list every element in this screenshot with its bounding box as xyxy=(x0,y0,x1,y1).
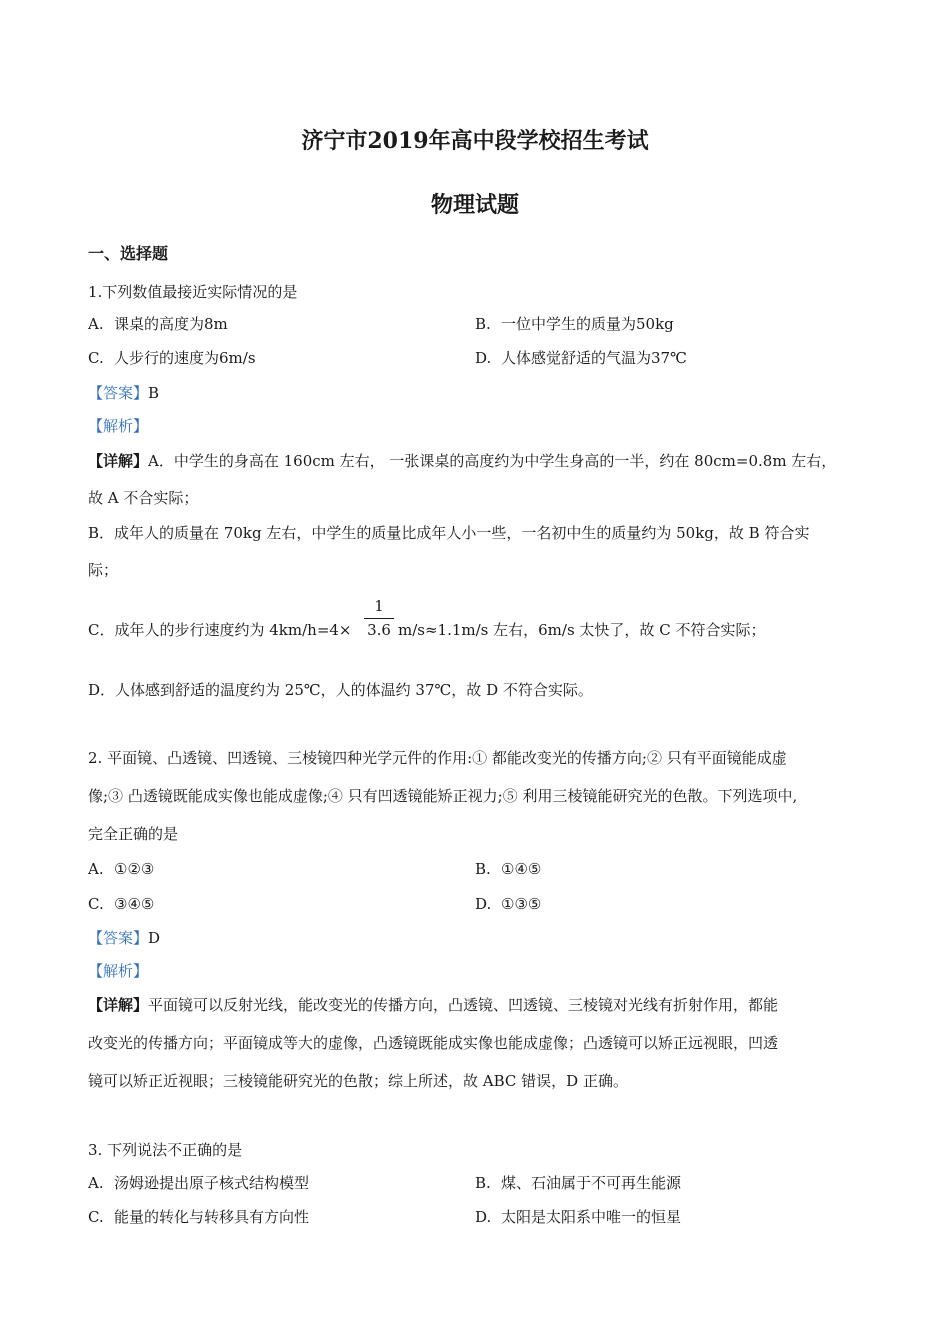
option-text: ③④⑤ xyxy=(114,895,155,913)
q1-detail-b-line1: B．成年人的质量在 70kg 左右，中学生的质量比成年人小一些，一名初中生的质量约为 50kg，故 B 符合实 xyxy=(88,524,810,542)
option-letter: B. xyxy=(475,860,491,878)
option-letter: B. xyxy=(475,1174,491,1192)
option-letter: D. xyxy=(475,349,492,367)
q1-detail-c-suffix: m/s≈1.1m/s 左右，6m/s 太快了，故 C 不符合实际； xyxy=(398,621,766,639)
option-text: ①③⑤ xyxy=(501,895,542,913)
q2-analysis-tag: 【解析】 xyxy=(88,962,149,980)
q1-option-a xyxy=(88,314,228,334)
page-subtitle: 物理试题 xyxy=(430,192,519,218)
q1-option-d xyxy=(475,348,687,368)
question-2-stem-line3: 完全正确的是 xyxy=(88,825,179,843)
question-2-stem-line1: 2. 平面镜、凸透镜、凹透镜、三棱镜四种光学元件的作用:① 都能改变光的传播方向;② 只有平面镜能成虚 xyxy=(88,749,787,767)
q3-option-c xyxy=(88,1207,309,1227)
option-text: 能量的转化与转移具有方向性 xyxy=(114,1208,310,1226)
option-letter: A. xyxy=(88,1174,104,1192)
option-letter: C. xyxy=(88,1208,104,1226)
q2-option-d xyxy=(475,894,541,914)
fraction-bar xyxy=(364,618,394,619)
q3-option-a xyxy=(88,1173,309,1193)
answer-tag: 【答案】 xyxy=(88,929,149,947)
option-text: 煤、石油属于不可再生能源 xyxy=(501,1174,682,1192)
q1-detail-a-line1 xyxy=(88,451,836,471)
question-1-stem: 1.下列数值最接近实际情况的是 xyxy=(88,283,298,301)
q3-option-b xyxy=(475,1173,681,1193)
q1-option-b xyxy=(475,314,674,334)
option-letter: C. xyxy=(88,895,104,913)
option-letter: A. xyxy=(88,860,104,878)
q2-detail-line3: 镜可以矫正近视眼；三棱镜能研究光的色散；综上所述，故 ABC 错误，D 正确。 xyxy=(88,1072,628,1090)
option-text: 太阳是太阳系中唯一的恒星 xyxy=(501,1208,682,1226)
detail-tag: 【详解】 xyxy=(88,996,149,1014)
option-letter: C. xyxy=(88,349,104,367)
q1-answer xyxy=(88,383,159,403)
q1-option-c xyxy=(88,348,256,368)
q3-option-d xyxy=(475,1207,681,1227)
page-title: 济宁市2019年高中段学校招生考试 xyxy=(301,128,649,154)
q2-option-a xyxy=(88,859,154,879)
q2-option-b xyxy=(475,859,541,879)
answer-tag: 【答案】 xyxy=(88,384,149,402)
option-text: 人体感觉舒适的气温为37℃ xyxy=(501,349,687,367)
q2-detail-line2: 改变光的传播方向；平面镜成等大的虚像，凸透镜既能成实像也能成虚像；凸透镜可以矫正远视眼，凹透 xyxy=(88,1034,779,1052)
q1-detail-c-prefix: C．成年人的步行速度约为 4km/h=4× xyxy=(88,621,352,639)
option-letter: B. xyxy=(475,315,491,333)
q2-answer xyxy=(88,928,160,948)
option-text: 人步行的速度为6m/s xyxy=(114,349,256,367)
detail-text: 平面镜可以反射光线，能改变光的传播方向，凸透镜、凹透镜、三棱镜对光线有折射作用，都能 xyxy=(148,996,779,1014)
q2-option-c xyxy=(88,894,154,914)
q2-detail-line1 xyxy=(88,995,778,1015)
question-3-stem: 3. 下列说法不正确的是 xyxy=(88,1141,243,1159)
option-text: ①②③ xyxy=(114,860,155,878)
detail-tag: 【详解】 xyxy=(88,452,149,470)
question-2-stem-line2: 像;③ 凸透镜既能成实像也能成虚像;④ 只有凹透镜能矫正视力;⑤ 利用三棱镜能研究光的色散。下列选项中, xyxy=(88,787,798,805)
fraction-numerator: 1 xyxy=(374,597,384,615)
q1-detail-d: D．人体感到舒适的温度约为 25℃，人的体温约 37℃，故 D 不符合实际。 xyxy=(88,681,593,699)
option-text: ①④⑤ xyxy=(501,860,542,878)
detail-text: A．中学生的身高在 160cm 左右， 一张课桌的高度约为中学生身高的一半，约在 80cm=0.8m 左右， xyxy=(148,452,837,470)
section-title: 一、选择题 xyxy=(88,244,169,263)
option-text: 汤姆逊提出原子核式结构模型 xyxy=(114,1174,310,1192)
q1-analysis-tag: 【解析】 xyxy=(88,417,149,435)
fraction-denominator: 3.6 xyxy=(367,621,391,639)
option-text: 一位中学生的质量为50kg xyxy=(501,315,674,333)
q1-detail-b-line2: 际； xyxy=(88,561,119,579)
answer-value: D xyxy=(148,929,161,947)
option-text: 课桌的高度为8m xyxy=(114,315,228,333)
q1-detail-a-line2: 故 A 不合实际； xyxy=(88,489,199,507)
answer-value: B xyxy=(148,384,160,402)
option-letter: D. xyxy=(475,895,492,913)
option-letter: D. xyxy=(475,1208,492,1226)
option-letter: A. xyxy=(88,315,104,333)
